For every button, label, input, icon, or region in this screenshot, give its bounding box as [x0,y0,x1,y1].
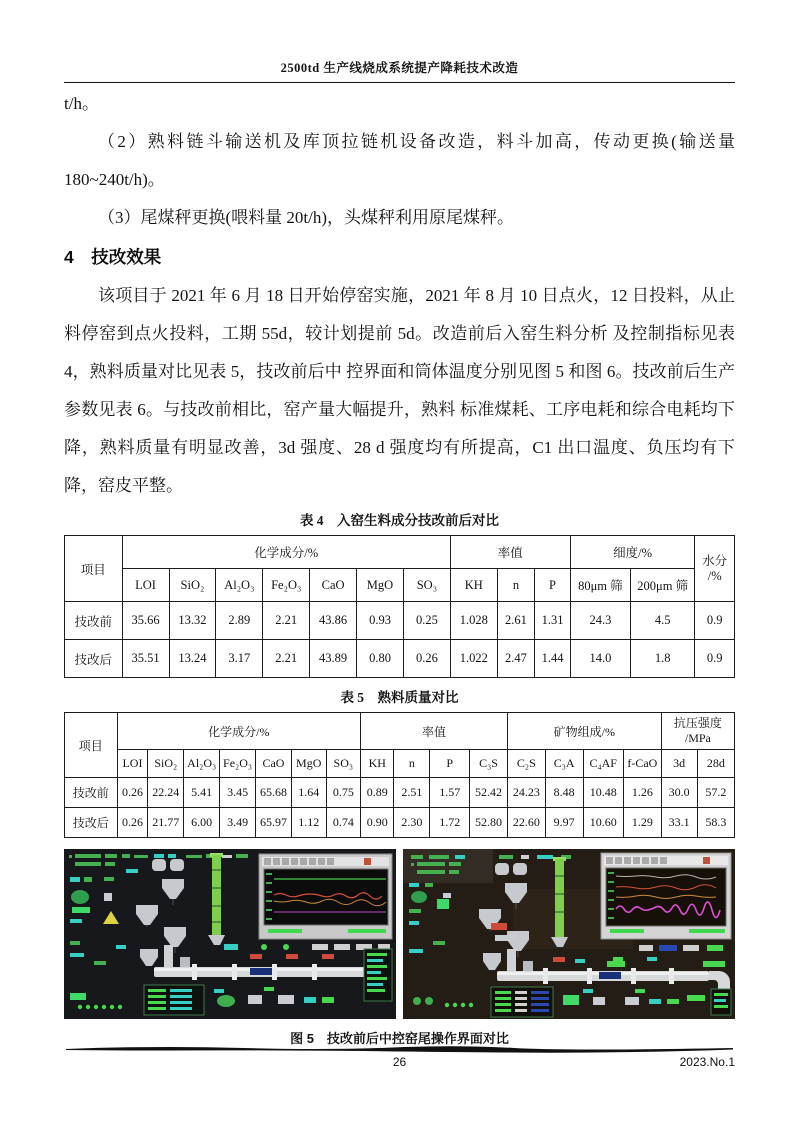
t5-cell: 57.2 [697,778,734,808]
table5 [64,712,735,838]
t5-col-p: P [430,750,470,778]
t5-col-cao: CaO [256,750,292,778]
t4-col-p: P [535,569,571,602]
body-text-block [64,85,735,505]
t5-col-fcao: f-CaO [623,750,661,778]
t5-strength-line1: 抗压强度 [673,716,722,730]
right-side-panel [364,949,392,1001]
t5-cell: 2.51 [394,778,430,808]
value-list-panel [491,987,553,1017]
t5-cell: 0.26 [117,778,148,808]
footer-row [64,1055,735,1073]
close-icon [703,857,710,864]
t5-cell: 1.57 [430,778,470,808]
t4-cell: 2.21 [263,640,310,678]
t4-col-kh: KH [450,569,497,602]
t4-group-chem: 化学成分/% [122,536,450,569]
t4-cell: 1.31 [535,602,571,640]
t5-cell: 58.3 [697,808,734,838]
t4-cell: 0.80 [357,640,404,678]
t5-cell: 52.42 [470,778,508,808]
figure-5-panels [64,849,735,1019]
t4-cell: 0.9 [695,602,735,640]
t4-cell: 14.0 [570,640,630,678]
t5-col-sio2: SiO₂ [148,750,184,778]
figure-5-caption: 图 5 技改前后中控窑尾操作界面对比 [290,1031,509,1046]
t5-col-28d: 28d [697,750,734,778]
table-row [65,602,735,640]
t4-col-loi: LOI [122,569,169,602]
t4-col-mgo: MgO [357,569,404,602]
table-row [65,778,735,808]
t4-cell: 0.26 [403,640,450,678]
t4-cell: 3.17 [216,640,263,678]
t4-row-label: 技改前 [65,602,123,640]
t5-group-chem: 化学成分/% [117,713,361,750]
dcs-screenshot-after-image [403,849,735,1019]
t5-col-c3s: C₃S [470,750,508,778]
t5-row-label: 技改前 [65,778,118,808]
value-list-panel [144,985,204,1015]
t4-cell: 13.32 [169,602,216,640]
t4-cell: 1.028 [450,602,497,640]
t5-cell: 1.29 [623,808,661,838]
t5-cell: 3.49 [220,808,256,838]
t4-moisture-line1: 水分 [702,553,728,568]
t5-cell: 9.97 [545,808,583,838]
close-icon [364,858,371,865]
running-header-title: 2500td 生产线烧成系统提产降耗技术改造 [64,58,735,83]
t4-cell: 2.61 [497,602,535,640]
t5-strength-line2: /MPa [684,731,711,745]
t4-cell: 2.47 [497,640,535,678]
section-paragraph: 该项目于 2021 年 6 月 18 日开始停窑实施，2021 年 8 月 10 日点火，12 日投料，从止料停窑到点火投料，工期 55d，较计划提前 5d。改造前后入窑生料分析 及控制指标见表 4，熟料质量对比见表 5，技改前后中 控界面和筒体温度分别见图 5 和图 6。技改前后生产 参数见表 6。与技改前相比，窑产量大幅提升，熟料 标准煤耗、工序电耗和综合电耗均下降，熟料质量有明显改善，3d 强度、28 d 强度均有所提高，C1 出口温度、负压均有下降，窑皮平整。 [64,286,735,495]
t5-col-c4af: C₄AF [583,750,623,778]
t5-cell: 22.24 [148,778,184,808]
t4-cell: 43.86 [310,602,357,640]
t4-group-fineness: 细度/% [570,536,695,569]
right-side-panel [711,989,731,1015]
t4-cell: 2.89 [216,602,263,640]
t4-cell: 35.51 [122,640,169,678]
t5-cell: 1.64 [291,778,326,808]
t5-cell: 30.0 [661,778,697,808]
t4-cell: 24.3 [570,602,630,640]
t5-cell: 0.74 [326,808,361,838]
t4-cell: 4.5 [631,602,695,640]
t4-cell: 0.25 [403,602,450,640]
t4-col-al2o3: Al₂O₃ [216,569,263,602]
t5-group-item: 项目 [65,713,118,778]
t5-cell: 52.80 [470,808,508,838]
t4-col-cao: CaO [310,569,357,602]
t5-cell: 6.00 [184,808,220,838]
t4-cell: 0.9 [695,640,735,678]
t5-cell: 33.1 [661,808,697,838]
t5-col-so3: SO₃ [326,750,361,778]
t5-col-mgo: MgO [291,750,326,778]
t4-col-so3: SO₃ [403,569,450,602]
t4-row-label: 技改后 [65,640,123,678]
t4-cell: 0.93 [357,602,404,640]
page-footer [64,1043,735,1073]
t5-cell: 0.26 [117,808,148,838]
t5-col-al2o3: Al₂O₃ [184,750,220,778]
t5-col-3d: 3d [661,750,697,778]
t4-moisture-line2: /% [707,568,722,583]
t5-col-loi: LOI [117,750,148,778]
t4-group-ratio: 率值 [450,536,570,569]
t4-cell: 43.89 [310,640,357,678]
t5-col-kh: KH [361,750,394,778]
t5-cell: 0.89 [361,778,394,808]
paragraph-continuation: t/h。 [64,94,99,113]
t5-col-n: n [394,750,430,778]
t5-cell: 0.90 [361,808,394,838]
t5-cell: 3.45 [220,778,256,808]
t5-col-c3a: C₃A [545,750,583,778]
t4-group-item: 项目 [65,536,123,602]
t5-cell: 5.41 [184,778,220,808]
t4-cell: 1.022 [450,640,497,678]
t4-cell: 2.21 [263,602,310,640]
table4 [64,535,735,678]
trend-window [259,854,392,939]
t5-group-mineral: 矿物组成/% [507,713,661,750]
t4-cell: 35.66 [122,602,169,640]
t5-cell: 10.60 [583,808,623,838]
trend-window [601,853,731,939]
list-item-2: （2）熟料链斗输送机及库顶拉链机设备改造，料斗加高，传动更换(输送量 180~240t/h)。 [64,132,735,189]
t4-cell: 1.8 [631,640,695,678]
table-row [65,640,735,678]
t5-col-fe2o3: Fe₂O₃ [220,750,256,778]
t5-cell: 1.26 [623,778,661,808]
list-item-3: （3）尾煤秤更换(喂料量 20t/h)，头煤秤利用原尾煤秤。 [98,208,515,227]
t5-cell: 22.60 [507,808,545,838]
t5-row-label: 技改后 [65,808,118,838]
t5-cell: 24.23 [507,778,545,808]
table4-caption: 表 4 入窑生料成分技改前后对比 [299,513,500,528]
dcs-screenshot-before-image [64,849,396,1019]
footer-rule [64,1043,735,1055]
table5-caption: 表 5 熟料质量对比 [340,690,459,705]
t4-col-200um: 200μm 筛 [631,569,695,602]
t5-cell: 1.72 [430,808,470,838]
t4-cell: 1.44 [535,640,571,678]
t5-group-strength [661,713,734,750]
t5-cell: 1.12 [291,808,326,838]
t4-cell: 13.24 [169,640,216,678]
t4-group-moisture [695,536,735,602]
t4-col-fe2o3: Fe₂O₃ [263,569,310,602]
issue-label: 2023.No.1 [679,1055,735,1069]
t5-cell: 10.48 [583,778,623,808]
t4-col-sio2: SiO₂ [169,569,216,602]
t5-cell: 8.48 [545,778,583,808]
table-row [65,808,735,838]
t5-group-ratio: 率值 [361,713,508,750]
t5-cell: 65.68 [256,778,292,808]
t4-col-80um: 80μm 筛 [570,569,630,602]
page-content [64,58,735,1047]
t5-cell: 65.97 [256,808,292,838]
t4-col-n: n [497,569,535,602]
t5-cell: 21.77 [148,808,184,838]
section-heading: 4 技改效果 [64,247,162,267]
t5-cell: 0.75 [326,778,361,808]
t5-col-c2s: C₂S [507,750,545,778]
page-number: 26 [392,1055,407,1069]
t5-cell: 2.30 [394,808,430,838]
